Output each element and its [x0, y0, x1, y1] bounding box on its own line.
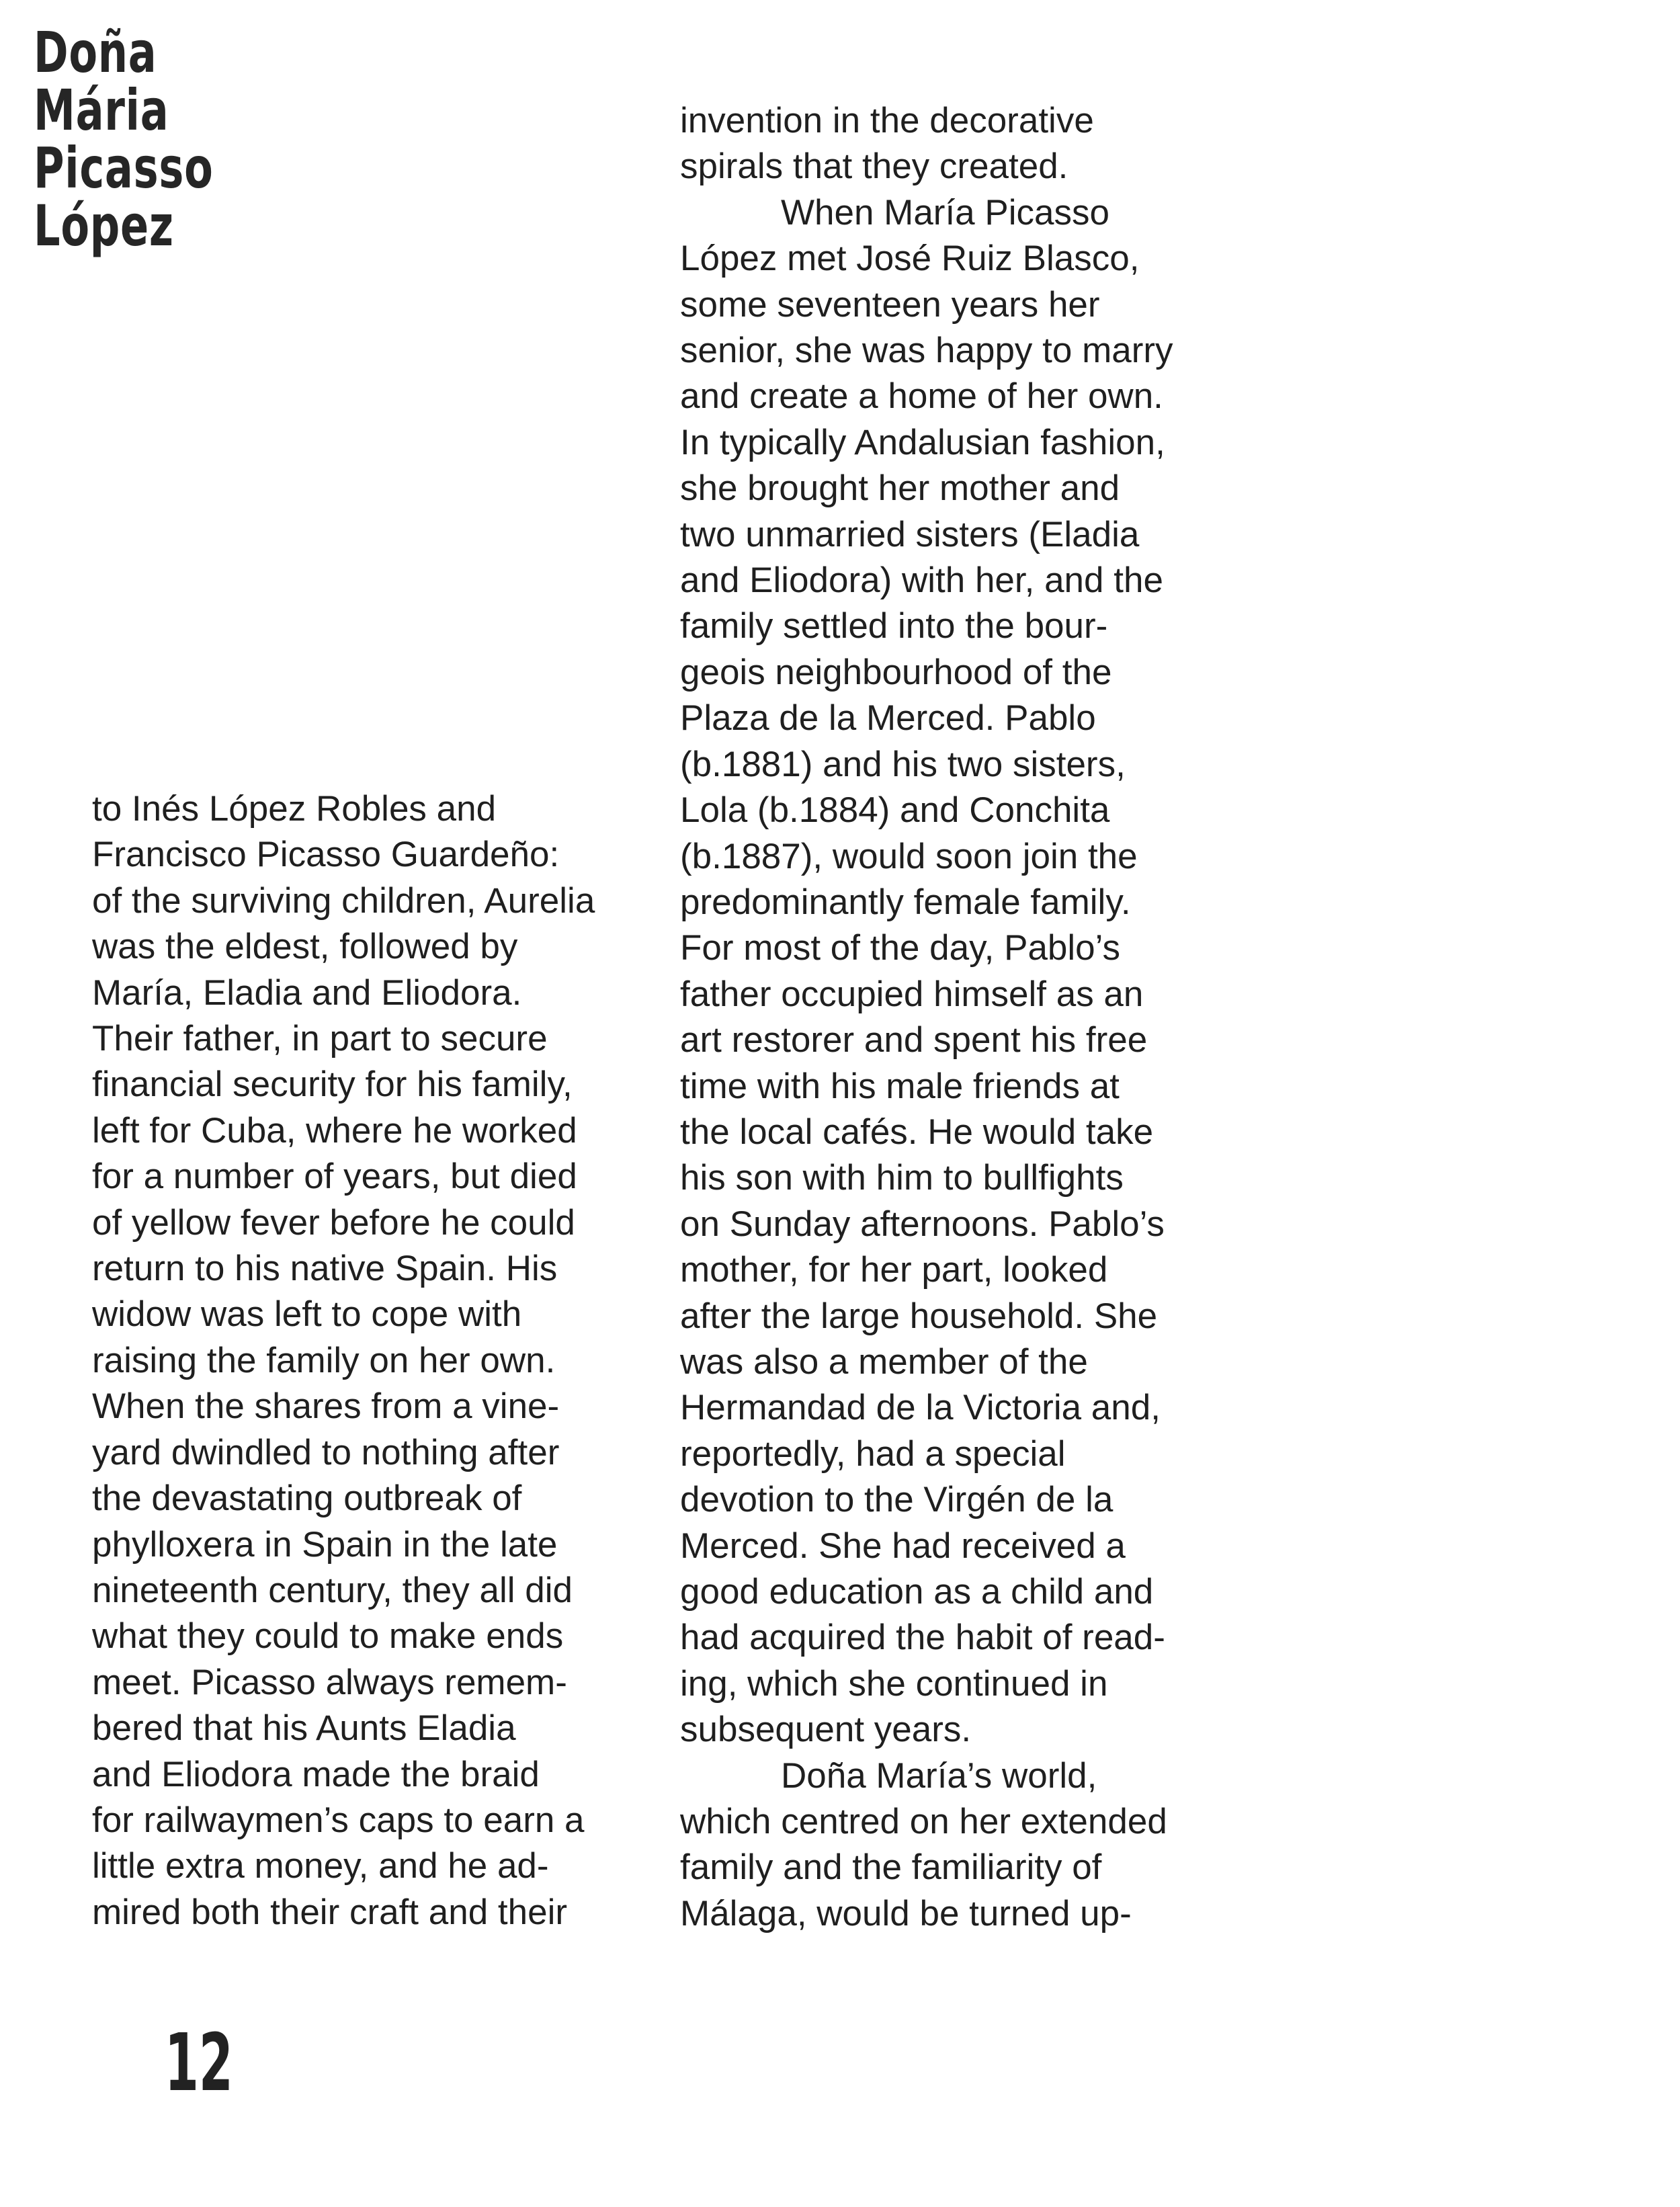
text-line: father occupied himself as an [680, 974, 1144, 1014]
page-number: 12 [165, 2016, 233, 2109]
text-line: of yellow fever before he could [92, 1202, 575, 1243]
text-line: good education as a child and [680, 1572, 1154, 1612]
text-line: and Eliodora made the braid [92, 1754, 540, 1794]
text-line: For most of the day, Pablo’s [680, 928, 1120, 968]
text-line: predominantly female family. [680, 882, 1131, 922]
paragraph-start-line: When María Picasso [781, 192, 1109, 233]
text-line: meet. Picasso always remem- [92, 1662, 567, 1702]
text-line: López met José Ruiz Blasco, [680, 239, 1140, 279]
text-line: ing, which she continued in [680, 1663, 1108, 1704]
title-line: Mária [34, 77, 169, 143]
text-line: When the shares from a vine- [92, 1386, 560, 1427]
body-text-left-column [92, 786, 643, 1935]
text-line: Málaga, would be turned up- [680, 1893, 1132, 1933]
text-line: art restorer and spent his free [680, 1020, 1148, 1060]
text-line: María, Eladia and Eliodora. [92, 972, 522, 1013]
text-line: (b.1887), would soon join the [680, 836, 1138, 876]
text-line: after the large household. She [680, 1296, 1158, 1336]
text-line: spirals that they created. [680, 147, 1068, 187]
text-line: which centred on her extended [680, 1802, 1167, 1842]
title-line: Picasso [34, 135, 214, 201]
text-line: Plaza de la Merced. Pablo [680, 698, 1096, 739]
text-line: Lola (b.1884) and Conchita [680, 790, 1110, 831]
text-line: widow was left to cope with [92, 1294, 522, 1335]
text-line: to Inés López Robles and [92, 789, 497, 829]
text-line: Francisco Picasso Guardeño: [92, 835, 560, 875]
text-line: on Sunday afternoons. Pablo’s [680, 1204, 1165, 1244]
text-line: In typically Andalusian fashion, [680, 422, 1165, 462]
text-line: senior, she was happy to marry [680, 331, 1173, 371]
text-line: for railwaymen’s caps to earn a [92, 1800, 585, 1840]
text-line: (b.1881) and his two sisters, [680, 744, 1126, 784]
text-line: family settled into the bour- [680, 606, 1108, 647]
text-line: nineteenth century, they all did [92, 1570, 573, 1610]
text-line: reportedly, had a special [680, 1433, 1066, 1474]
text-line: and create a home of her own. [680, 376, 1163, 417]
text-line: Their father, in part to secure [92, 1019, 548, 1059]
text-line: Hermandad de la Victoria and, [680, 1388, 1161, 1428]
text-line: yard dwindled to nothing after [92, 1432, 560, 1472]
text-line: Merced. She had received a [680, 1526, 1126, 1566]
text-line: two unmarried sisters (Eladia [680, 514, 1140, 554]
text-line: invention in the decorative [680, 101, 1094, 140]
text-line: mother, for her part, looked [680, 1250, 1108, 1290]
text-line: mired both their craft and their [92, 1892, 568, 1932]
text-line: geois neighbourhood of the [680, 652, 1112, 692]
text-line: she brought her mother and [680, 468, 1120, 509]
text-line: of the surviving children, Aurelia [92, 880, 595, 921]
text-line: subsequent years. [680, 1710, 972, 1750]
text-line: the devastating outbreak of [92, 1479, 522, 1519]
text-line: return to his native Spain. His [92, 1249, 558, 1289]
text-line: bered that his Aunts Eladia [92, 1708, 516, 1749]
text-line: was the eldest, followed by [92, 927, 518, 967]
text-line: what they could to make ends [92, 1616, 564, 1657]
text-line: phylloxera in Spain in the late [92, 1524, 558, 1565]
text-line: raising the family on her own. [92, 1340, 556, 1380]
text-line: his son with him to bullfights [680, 1158, 1124, 1198]
text-line: time with his male friends at [680, 1066, 1120, 1106]
text-line: little extra money, and he ad- [92, 1846, 549, 1886]
text-line: some seventeen years her [680, 284, 1100, 325]
text-line: had acquired the habit of read- [680, 1618, 1165, 1658]
title-line: López [34, 193, 174, 259]
text-line: was also a member of the [680, 1341, 1088, 1382]
chapter-title [34, 19, 214, 259]
title-line: Doña [34, 19, 157, 85]
body-text-right-column [680, 98, 1238, 1937]
paragraph-start-line: Doña María’s world, [781, 1755, 1097, 1796]
text-line: the local cafés. He would take [680, 1112, 1154, 1152]
text-line: left for Cuba, where he worked [92, 1110, 577, 1151]
text-line: financial security for his family, [92, 1065, 573, 1105]
text-line: and Eliodora) with her, and the [680, 560, 1163, 601]
text-line: devotion to the Virgén de la [680, 1480, 1114, 1520]
text-line: family and the familiarity of [680, 1847, 1102, 1888]
text-line: for a number of years, but died [92, 1157, 577, 1197]
